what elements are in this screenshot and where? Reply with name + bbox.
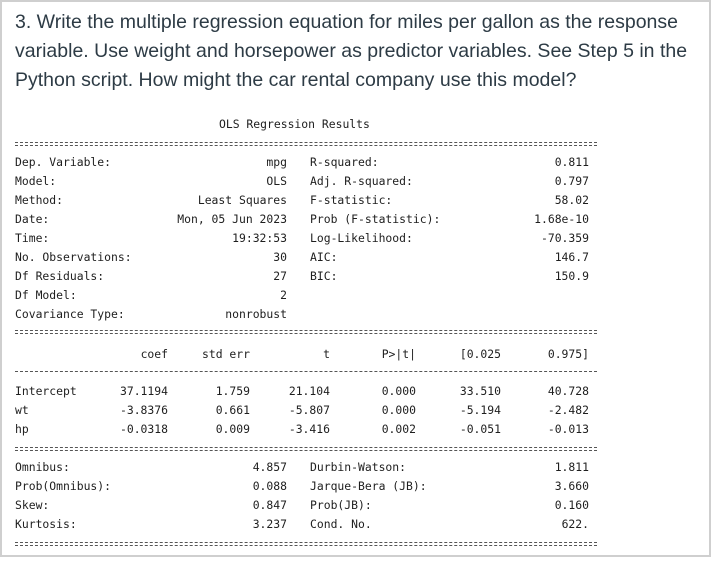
stat-label: Time: (15, 231, 50, 245)
stat-label: Durbin-Watson: (310, 460, 407, 474)
stat-label: Adj. R-squared: (310, 174, 413, 188)
coef-cell: 0.002 (381, 422, 416, 436)
coef-cell: -5.807 (288, 403, 330, 417)
stat-value: 19:32:53 (232, 231, 287, 245)
stat-label: Method: (15, 193, 64, 207)
coef-cell: -0.051 (459, 422, 501, 436)
stat-label: Prob (F-statistic): (310, 212, 441, 226)
stat-value: 2 (280, 288, 287, 302)
stat-label: Omnibus: (15, 460, 70, 474)
column-header: t (323, 347, 330, 361)
row-name: hp (15, 422, 29, 436)
stat-label: Model: (15, 174, 57, 188)
separator (15, 542, 597, 546)
stat-value: 0.160 (554, 498, 589, 512)
stat-value: 58.02 (554, 193, 589, 207)
column-header: P>|t| (381, 347, 416, 361)
stat-label: BIC: (310, 269, 338, 283)
stat-value: 622. (561, 517, 589, 531)
coef-cell: -3.416 (288, 422, 330, 436)
stat-value: 1.811 (554, 460, 589, 474)
coef-cell: 33.510 (459, 384, 501, 398)
stat-label: Log-Likelihood: (310, 231, 413, 245)
stat-label: Df Residuals: (15, 269, 105, 283)
stat-label: Prob(Omnibus): (15, 479, 112, 493)
stat-value: 4.857 (252, 460, 287, 474)
stat-value: 1.68e-10 (534, 212, 589, 226)
stat-label: Covariance Type: (15, 307, 125, 321)
stat-label: R-squared: (310, 155, 379, 169)
column-header: 0.975] (547, 347, 589, 361)
coef-cell: -3.8376 (119, 403, 168, 417)
stat-value: nonrobust (225, 307, 287, 321)
stat-label: Date: (15, 212, 50, 226)
stat-value: OLS (266, 174, 287, 188)
stat-value: 3.660 (554, 479, 589, 493)
coef-cell: 37.1194 (119, 384, 168, 398)
stat-label: F-statistic: (310, 193, 393, 207)
stat-label: No. Observations: (15, 250, 132, 264)
coef-cell: 21.104 (288, 384, 330, 398)
coef-cell: 0.661 (215, 403, 250, 417)
coef-cell: -0.0318 (119, 422, 168, 436)
stat-label: Kurtosis: (15, 517, 77, 531)
column-header: coef (140, 347, 168, 361)
stat-value: 30 (273, 250, 287, 264)
stat-value: Mon, 05 Jun 2023 (177, 212, 287, 226)
coef-cell: 1.759 (215, 384, 250, 398)
stat-label: Cond. No. (310, 517, 372, 531)
coef-cell: 0.000 (381, 403, 416, 417)
row-name: Intercept (15, 384, 77, 398)
column-header: std err (201, 347, 250, 361)
stat-value: 0.088 (252, 479, 287, 493)
coef-cell: 0.009 (215, 422, 250, 436)
question-text: 3. Write the multiple regression equation for miles per gallon as the response variable. Use weight and horsepower as predictor variables. See Step 5 in the Python script. How might the car rental company use this model? (15, 11, 688, 91)
stat-label: Dep. Variable: (15, 155, 112, 169)
coef-cell: -2.482 (547, 403, 589, 417)
stat-value: 0.797 (554, 174, 589, 188)
stat-value: -70.359 (540, 231, 589, 245)
stat-value: 146.7 (554, 250, 589, 264)
stat-value: mpg (266, 155, 287, 169)
ols-title: OLS Regression Results (219, 117, 370, 131)
separator (15, 447, 597, 451)
stat-value: 27 (273, 269, 287, 283)
separator (15, 142, 597, 146)
coef-cell: 0.000 (381, 384, 416, 398)
stat-value: 0.811 (554, 155, 589, 169)
row-name: wt (15, 403, 29, 417)
coef-cell: 40.728 (547, 384, 589, 398)
stat-value: 0.847 (252, 498, 287, 512)
separator (15, 330, 597, 334)
separator (15, 371, 597, 372)
stat-label: Jarque-Bera (JB): (310, 479, 427, 493)
stat-label: Skew: (15, 498, 50, 512)
stat-label: AIC: (310, 250, 338, 264)
stat-label: Prob(JB): (310, 498, 372, 512)
column-header: [0.025 (459, 347, 501, 361)
stat-value: 150.9 (554, 269, 589, 283)
stat-value: Least Squares (197, 193, 287, 207)
coef-cell: -5.194 (459, 403, 501, 417)
stat-label: Df Model: (15, 288, 77, 302)
stat-value: 3.237 (252, 517, 287, 531)
coef-cell: -0.013 (547, 422, 589, 436)
